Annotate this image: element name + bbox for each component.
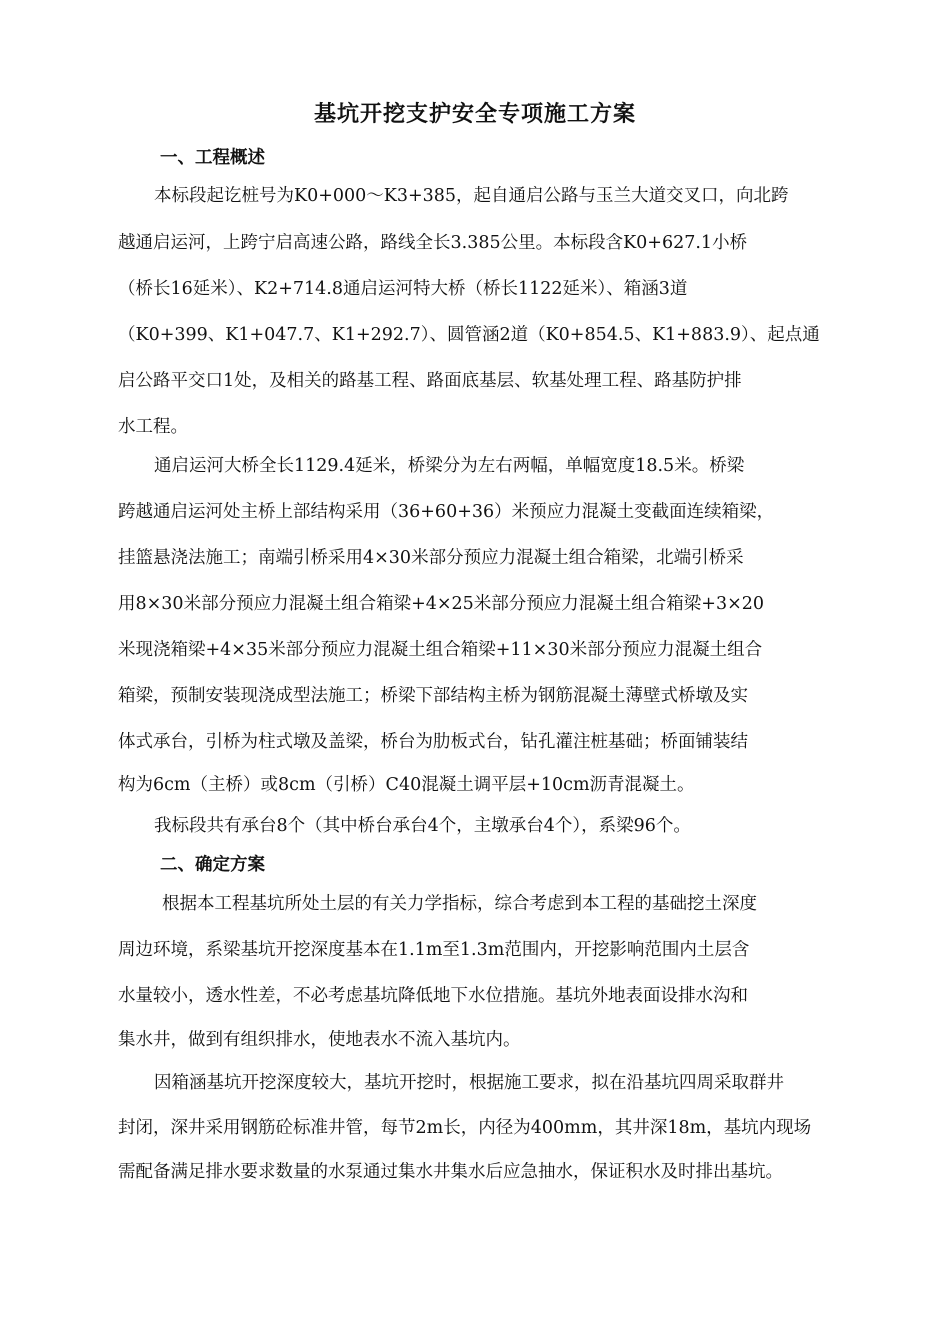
paragraph-line: （K0+399、K1+047.7、K1+292.7）、圆管涵2道（K0+854.5、K1+883.9）、起点通: [118, 325, 820, 345]
paragraph-line: 体式承台，引桥为柱式墩及盖梁，桥台为肋板式台，钻孔灌注桩基础；桥面铺装结: [118, 732, 748, 752]
paragraph-line: 通启运河大桥全长1129.4延米，桥梁分为左右两幅，单幅宽度18.5米。桥梁: [154, 456, 745, 476]
paragraph-line: 集水井，做到有组织排水，使地表水不流入基坑内。: [118, 1030, 521, 1050]
paragraph-line: 根据本工程基坑所处土层的有关力学指标，综合考虑到本工程的基础挖土深度: [162, 894, 757, 914]
paragraph-line: 水工程。: [118, 417, 188, 437]
paragraph-line: 用8×30米部分预应力混凝土组合箱梁+4×25米部分预应力混凝土组合箱梁+3×20: [118, 594, 765, 614]
paragraph-line: 启公路平交口1处，及相关的路基工程、路面底基层、软基处理工程、路基防护排: [118, 371, 742, 391]
paragraph-line: （桥长16延米）、K2+714.8通启运河特大桥（桥长1122延米）、箱涵3道: [118, 279, 688, 299]
section-heading-overview: 一、工程概述: [160, 148, 265, 168]
section-heading-plan: 二、确定方案: [160, 855, 265, 875]
paragraph-line: 本标段起讫桩号为K0+000～K3+385，起自通启公路与玉兰大道交叉口，向北跨: [154, 186, 789, 206]
paragraph-line: 挂篮悬浇法施工；南端引桥采用4×30米部分预应力混凝土组合箱梁，北端引桥采: [118, 548, 744, 568]
paragraph-line: 需配备满足排水要求数量的水泵通过集水井集水后应急抽水，保证积水及时排出基坑。: [118, 1162, 783, 1182]
paragraph-line: 周边环境，系梁基坑开挖深度基本在1.1m至1.3m范围内，开挖影响范围内土层含: [118, 940, 750, 960]
paragraph-line: 封闭，深井采用钢筋砼标准井管，每节2m长，内径为400mm，其井深18m，基坑内现场: [118, 1118, 812, 1138]
paragraph-line: 箱梁，预制安装现浇成型法施工；桥梁下部结构主桥为钢筋混凝土薄壁式桥墩及实: [118, 686, 748, 706]
paragraph-line: 构为6cm（主桥）或8cm（引桥）C40混凝土调平层+10cm沥青混凝土。: [118, 775, 695, 795]
paragraph-line: 米现浇箱梁+4×35米部分预应力混凝土组合箱梁+11×30米部分预应力混凝土组合: [118, 640, 763, 660]
paragraph-line: 我标段共有承台8个（其中桥台承台4个，主墩承台4个），系梁96个。: [154, 816, 691, 836]
paragraph-line: 因箱涵基坑开挖深度较大，基坑开挖时，根据施工要求，拟在沿基坑四周采取群井: [154, 1073, 784, 1093]
paragraph-line: 水量较小，透水性差，不必考虑基坑降低地下水位措施。基坑外地表面设排水沟和: [118, 986, 748, 1006]
paragraph-line: 越通启运河，上跨宁启高速公路，路线全长3.385公里。本标段含K0+627.1小桥: [118, 233, 748, 253]
paragraph-line: 跨越通启运河处主桥上部结构采用（36+60+36）米预应力混凝土变截面连续箱梁，: [118, 502, 775, 522]
document-title: 基坑开挖支护安全专项施工方案: [313, 101, 636, 127]
